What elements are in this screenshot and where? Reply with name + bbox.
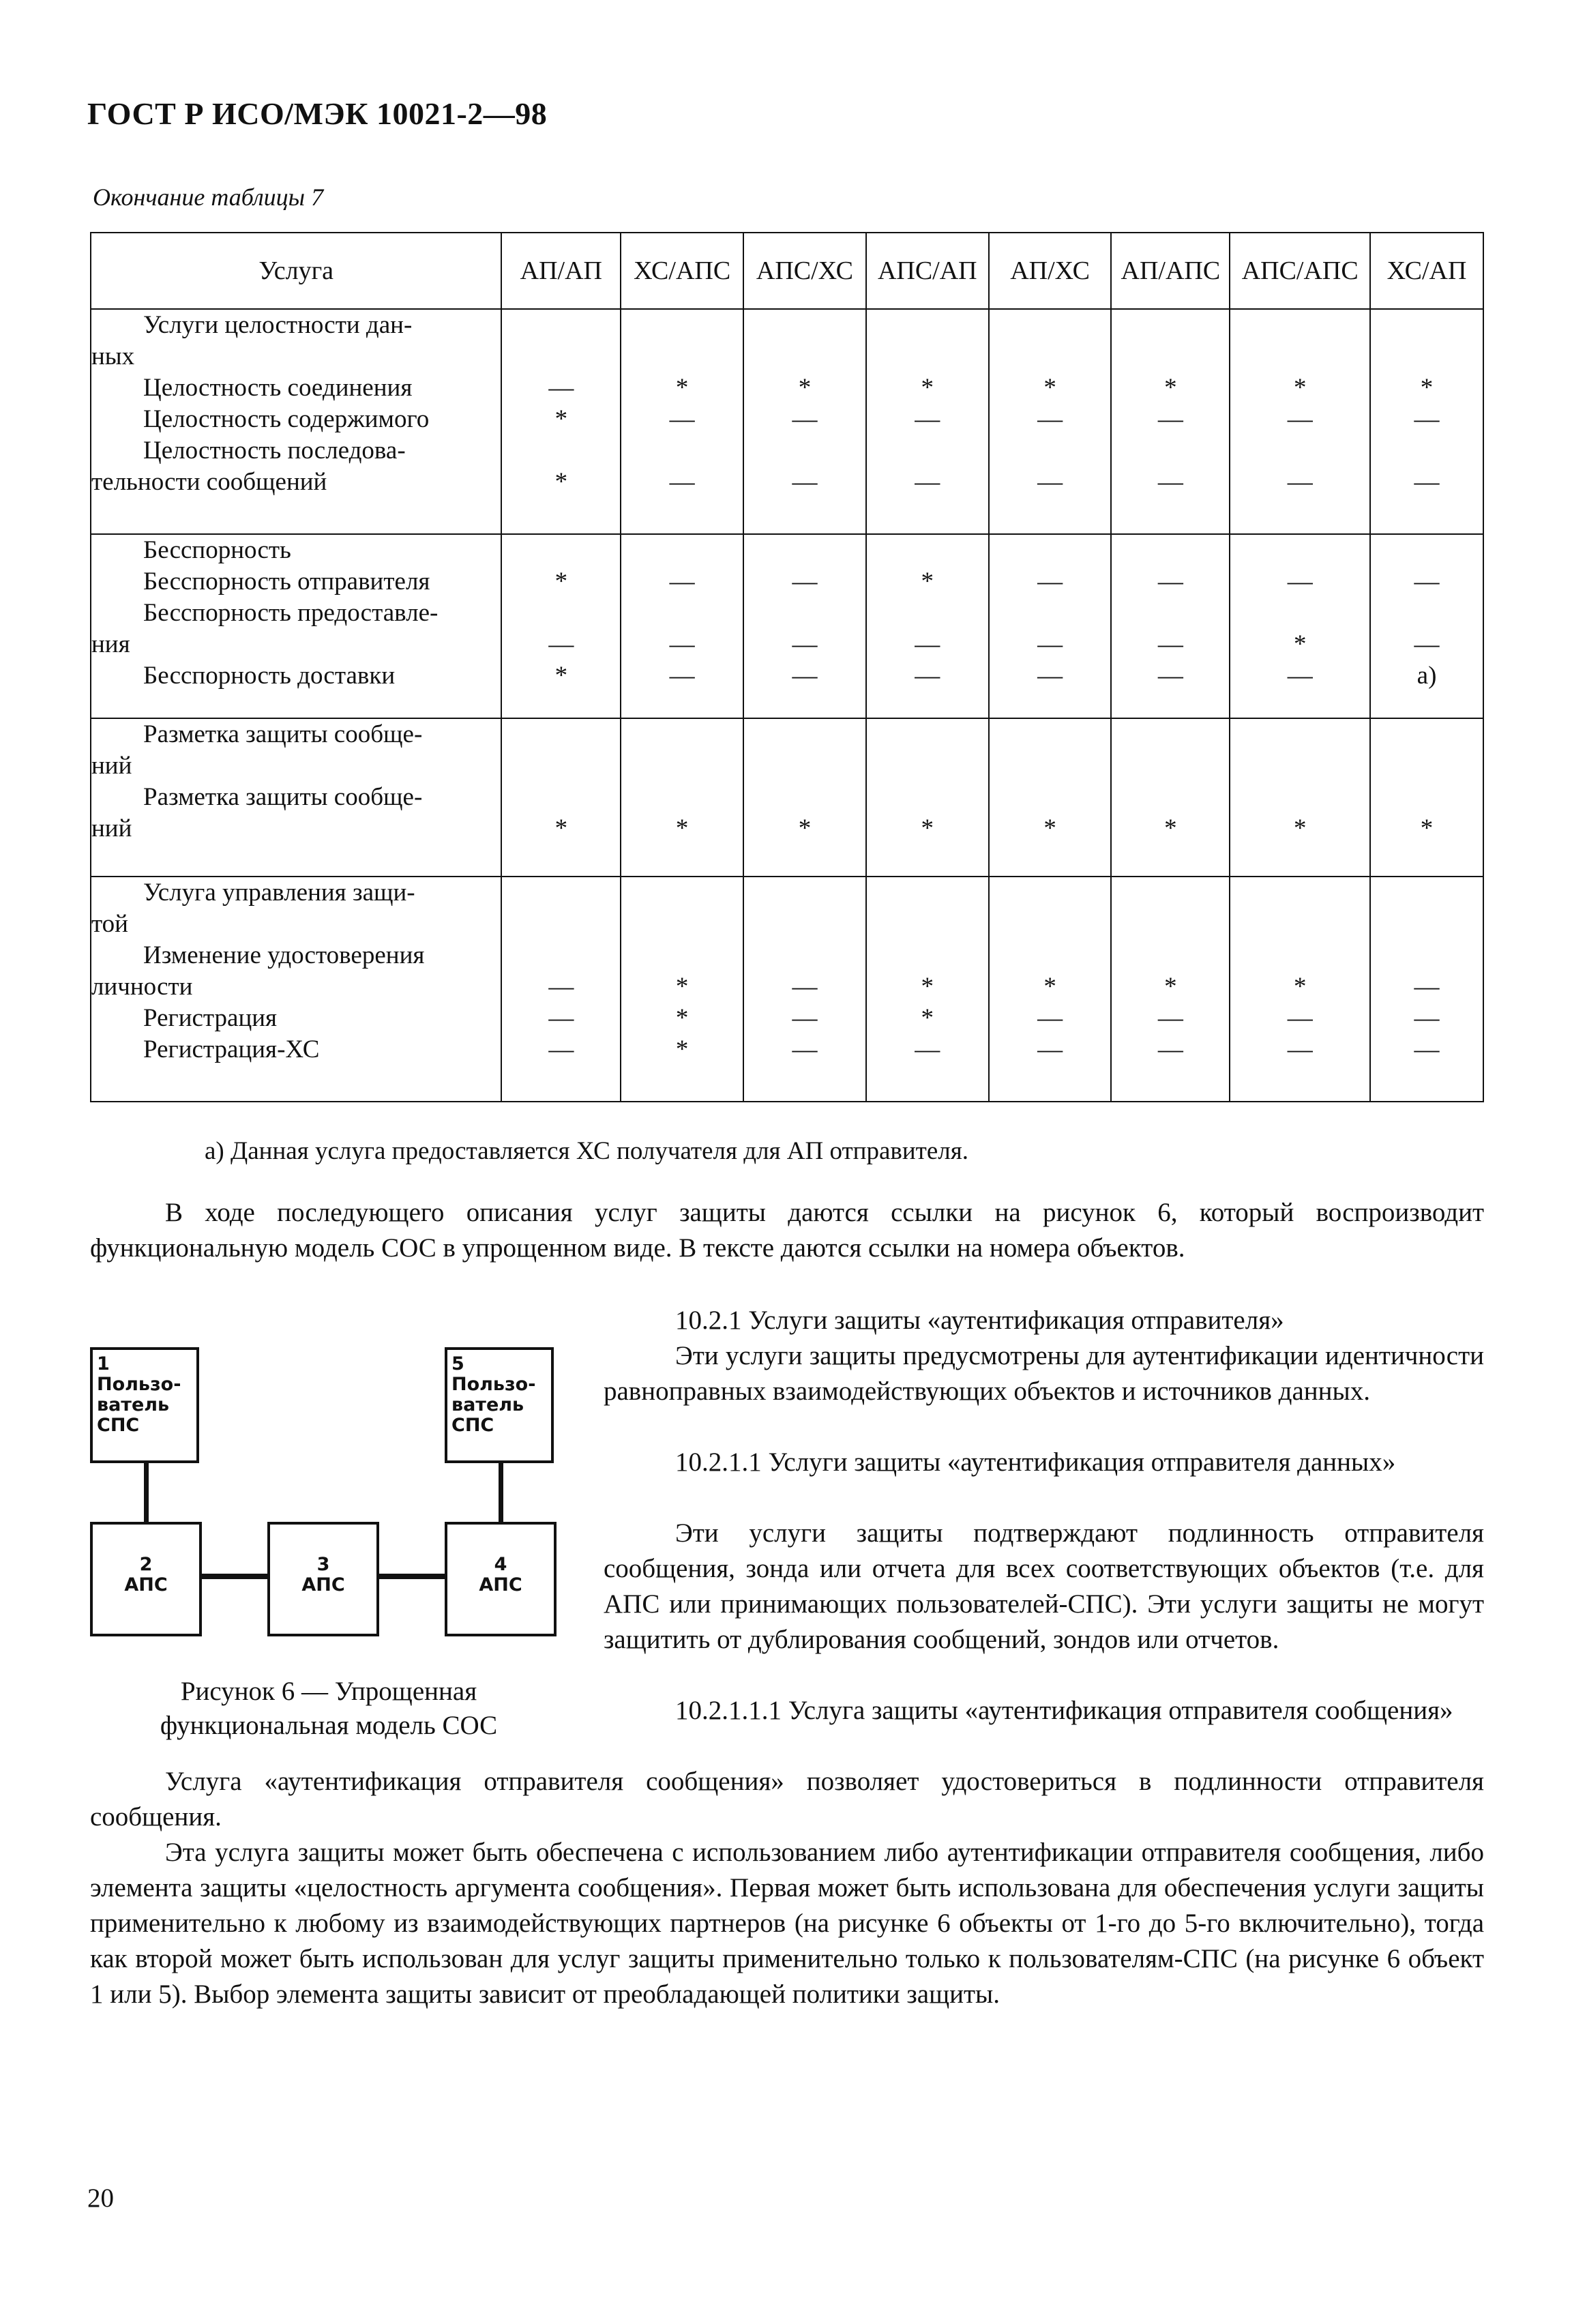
value-cell (621, 877, 743, 1102)
cell-mark: — (1414, 973, 1440, 1001)
cell-mark: — (1414, 405, 1440, 433)
cell-mark (621, 940, 743, 971)
cell-mark (1112, 750, 1229, 782)
cell-mark: — (669, 405, 695, 433)
col-header: АП/ХС (989, 233, 1112, 309)
cell-mark: — (1287, 405, 1313, 433)
box-label-line: Пользо- (451, 1374, 536, 1395)
table-footnote: а) Данная услуга предоставляется ХС получателя для АП отправителя. (205, 1137, 968, 1165)
cell-mark: — (1287, 568, 1313, 595)
value-cell (1230, 534, 1370, 718)
row-label (91, 534, 501, 718)
cell-mark (867, 909, 988, 940)
cell-mark: * (1043, 374, 1056, 402)
cell-mark: — (915, 405, 940, 433)
cell-mark (1230, 310, 1369, 341)
label-line: ний (91, 814, 132, 842)
cell-mark (867, 719, 988, 750)
paragraph-service-description: Услуга «аутентификация отправителя сообщения» позволяет удостовериться в подлинности отправителя сообщения. (90, 1767, 1484, 1832)
label-line: Разметка защиты сообще- (143, 720, 423, 748)
connector-line (202, 1574, 267, 1579)
cell-mark (867, 598, 988, 629)
cell-mark (1112, 719, 1229, 750)
cell-mark: * (921, 814, 934, 842)
cell-mark (990, 435, 1111, 467)
section-heading-10-2-1: 10.2.1 Услуги защиты «аутентификация отправителя» (675, 1306, 1284, 1335)
value-cell (1111, 877, 1230, 1102)
cell-mark (1371, 310, 1483, 341)
value-cell (621, 309, 743, 534)
value-cell (501, 877, 621, 1102)
label-line: Разметка защиты сообще- (143, 783, 423, 811)
cell-mark: — (1037, 1035, 1063, 1063)
value-cell (501, 309, 621, 534)
value-cell (1370, 877, 1483, 1102)
cell-mark (621, 535, 743, 566)
cell-mark (502, 750, 620, 782)
cell-mark (502, 310, 620, 341)
cell-mark (990, 598, 1111, 629)
label-line: Услуги целостности дан- (143, 311, 413, 339)
cell-mark: — (1037, 405, 1063, 433)
col-header: АП/АП (501, 233, 621, 309)
cell-mark: — (792, 973, 818, 1001)
label-line: Бесспорность предоставле- (143, 599, 439, 627)
label-line: Регистрация (143, 1004, 278, 1032)
label-line: Целостность соединения (143, 374, 413, 402)
table-header-row (91, 233, 1483, 309)
cell-mark (502, 877, 620, 909)
value-cell (866, 309, 989, 534)
cell-mark: — (548, 630, 574, 658)
connector-line (144, 1460, 149, 1522)
value-cell (1230, 309, 1370, 534)
cell-mark (990, 535, 1111, 566)
cell-mark (1112, 877, 1229, 909)
cell-mark: * (675, 1035, 689, 1063)
label-line: тельности сообщений (91, 468, 327, 496)
cell-mark (502, 719, 620, 750)
label-line: Целостность последова- (143, 437, 406, 465)
cell-mark (990, 341, 1111, 372)
section-heading-10-2-1-1: 10.2.1.1 Услуги защиты «аутентификация отправителя данных» (675, 1447, 1396, 1477)
cell-mark: — (1157, 1035, 1183, 1063)
col-header: ХС/АПС (621, 233, 743, 309)
cell-mark (1112, 940, 1229, 971)
label-line: Услуга управления защи- (143, 879, 415, 907)
box-number: 1 (97, 1353, 110, 1374)
figure-caption: Рисунок 6 — Упрощенная функциональная модель СОС (160, 1677, 498, 1740)
cell-mark (1230, 750, 1369, 782)
cell-mark: — (548, 1035, 574, 1063)
cell-mark (990, 782, 1111, 813)
value-cell (621, 718, 743, 877)
cell-mark (621, 782, 743, 813)
cell-mark (990, 940, 1111, 971)
value-cell (989, 534, 1112, 718)
value-cell (1370, 718, 1483, 877)
cell-mark (744, 310, 865, 341)
value-cell (743, 877, 866, 1102)
value-cell (501, 718, 621, 877)
cell-mark: * (921, 374, 934, 402)
cell-mark (1371, 877, 1483, 909)
cell-mark: — (1414, 468, 1440, 496)
value-cell (1370, 534, 1483, 718)
cell-mark (1112, 782, 1229, 813)
cell-mark: — (1157, 630, 1183, 658)
cell-mark (990, 750, 1111, 782)
cell-mark: — (915, 662, 940, 690)
object-4-mta-box (445, 1522, 557, 1636)
cell-mark (744, 750, 865, 782)
col-header: АПС/ХС (743, 233, 866, 309)
cell-mark: — (792, 568, 818, 595)
connector-line (499, 1460, 503, 1522)
object-2-mta-box (90, 1522, 202, 1636)
intro-paragraph: В ходе последующего описания услуг защиты даются ссылки на рисунок 6, который воспроизводит функциональную модель СОС в упрощенном виде. В тексте даются ссылки на номера объектов. (90, 1198, 1484, 1263)
row-label (91, 718, 501, 877)
cell-mark: * (798, 374, 812, 402)
cell-mark (744, 877, 865, 909)
cell-mark: — (792, 1004, 818, 1032)
cell-mark (502, 782, 620, 813)
cell-mark (1112, 435, 1229, 467)
table-row (91, 309, 1483, 534)
cell-mark (1230, 435, 1369, 467)
cell-mark (1230, 341, 1369, 372)
cell-mark (1230, 909, 1369, 940)
cell-mark: * (554, 468, 568, 496)
cell-mark (502, 535, 620, 566)
cell-mark: — (1414, 1004, 1440, 1032)
cell-mark (1112, 535, 1229, 566)
table-7 (90, 232, 1484, 1102)
cell-mark: * (554, 405, 568, 433)
cell-mark (621, 877, 743, 909)
cell-mark (1371, 341, 1483, 372)
cell-mark (744, 719, 865, 750)
cell-mark (867, 341, 988, 372)
box-number: 3 (316, 1554, 330, 1575)
cell-mark: — (1157, 568, 1183, 595)
cell-mark (1230, 782, 1369, 813)
label-line: ния (91, 630, 130, 658)
table-row (91, 718, 1483, 877)
cell-mark: * (1043, 814, 1056, 842)
box-number: 5 (451, 1353, 464, 1374)
col-header: АПС/АПС (1230, 233, 1370, 309)
cell-mark: * (921, 973, 934, 1001)
label-line: личности (91, 973, 193, 1001)
cell-mark (1230, 940, 1369, 971)
table-continuation-label: Окончание таблицы 7 (93, 183, 324, 211)
cell-mark (744, 435, 865, 467)
cell-mark (1371, 435, 1483, 467)
cell-mark (502, 435, 620, 467)
cell-mark: — (915, 630, 940, 658)
value-cell (866, 877, 989, 1102)
cell-mark: * (1293, 630, 1307, 658)
label-line: Изменение удостоверения (143, 941, 425, 969)
cell-mark (621, 435, 743, 467)
cell-mark: — (915, 1035, 940, 1063)
value-cell (989, 309, 1112, 534)
cell-mark: * (1043, 973, 1056, 1001)
cell-mark: — (1037, 468, 1063, 496)
cell-mark: — (792, 1035, 818, 1063)
label-line: ний (91, 752, 132, 780)
cell-mark: * (554, 568, 568, 595)
cell-mark (1371, 782, 1483, 813)
value-cell (743, 309, 866, 534)
connector-line (379, 1574, 445, 1579)
cell-mark (621, 598, 743, 629)
section-heading-10-2-1-1-1: 10.2.1.1.1 Услуга защиты «аутентификация отправителя сообщения» (675, 1696, 1453, 1725)
table-row (91, 534, 1483, 718)
cell-mark: — (669, 630, 695, 658)
cell-mark (502, 341, 620, 372)
box-number: 4 (494, 1554, 507, 1575)
cell-mark: — (1287, 468, 1313, 496)
cell-mark (744, 909, 865, 940)
label-line: Целостность содержимого (143, 405, 430, 433)
value-cell (1111, 718, 1230, 877)
cell-mark: * (554, 662, 568, 690)
col-header: АП/АПС (1111, 233, 1230, 309)
figure-6 (90, 1334, 567, 1647)
cell-mark (502, 598, 620, 629)
cell-mark: — (1287, 1004, 1313, 1032)
label-line: Регистрация-ХС (143, 1035, 320, 1063)
box-number: 2 (139, 1554, 153, 1575)
label-line: Бесспорность (143, 536, 291, 564)
section-text-10-2-1: Эти услуги защиты предусмотрены для аутентификации идентичности равноправных взаимодействующих объектов и источников данных. (604, 1341, 1484, 1406)
section-text-10-2-1-1: Эти услуги защиты подтверждают подлинность отправителя сообщения, зонда или отчета для всех соответствующих объектов (т.е. для АПС или принимающих пользователей-СПС). Эти услуги защиты не могут защитить от дублирования сообщений, зондов или отчетов. (604, 1518, 1484, 1654)
cell-mark (1371, 940, 1483, 971)
cell-mark (1371, 750, 1483, 782)
value-cell (866, 534, 989, 718)
cell-mark: — (1157, 405, 1183, 433)
cell-mark: — (1287, 1035, 1313, 1063)
cell-mark: * (1420, 814, 1434, 842)
col-header-service: Услуга (91, 233, 501, 309)
cell-mark: * (1293, 374, 1307, 402)
cell-mark: — (669, 662, 695, 690)
cell-mark: * (675, 973, 689, 1001)
cell-mark: — (915, 468, 940, 496)
cell-mark (990, 310, 1111, 341)
cell-mark (1371, 719, 1483, 750)
box-label-line: СПС (97, 1415, 140, 1436)
cell-mark: * (1293, 973, 1307, 1001)
page-number: 20 (87, 2183, 114, 2213)
cell-mark (1230, 877, 1369, 909)
cell-mark (1371, 535, 1483, 566)
document-header: ГОСТ Р ИСО/МЭК 10021-2—98 (87, 96, 548, 131)
cell-mark: — (792, 662, 818, 690)
cell-mark: — (669, 468, 695, 496)
box-label-line: СПС (451, 1415, 494, 1436)
cell-mark: — (1157, 662, 1183, 690)
value-cell (989, 718, 1112, 877)
label-line: той (91, 910, 128, 938)
cell-mark (621, 909, 743, 940)
cell-mark (744, 598, 865, 629)
cell-mark: — (792, 405, 818, 433)
value-cell (1370, 309, 1483, 534)
cell-mark (867, 877, 988, 909)
cell-mark: * (1164, 374, 1177, 402)
cell-mark: — (1037, 1004, 1063, 1032)
cell-mark: * (1164, 973, 1177, 1001)
cell-mark (867, 750, 988, 782)
cell-mark (502, 909, 620, 940)
box-label-line: Пользо- (97, 1374, 181, 1395)
label-line: Бесспорность доставки (143, 662, 396, 690)
cell-mark: * (675, 1004, 689, 1032)
value-cell (501, 534, 621, 718)
cell-mark: — (1157, 468, 1183, 496)
cell-mark (1230, 598, 1369, 629)
cell-mark (744, 940, 865, 971)
value-cell (1111, 534, 1230, 718)
paragraph-security-element: Эта услуга защиты может быть обеспечена с использованием либо аутентификации отправителя сообщения, либо элемента защиты «целостность аргумента сообщения». Первая может быть использована для обеспечения услуги защиты применительно к любому из взаимодействующих партнеров (на рисунке 6 объекты от 1-го до 5-го включительно), тогда как второй может быть использован для услуг защиты применительно только к пользователям-СПС (на рисунке 6 объект 1 или 5). Выбор элемента защиты зависит от преобладающей политики защиты. (90, 1838, 1484, 2009)
cell-mark: * (921, 568, 934, 595)
value-cell (1230, 718, 1370, 877)
cell-mark: — (1287, 662, 1313, 690)
box-label-line: ватель (97, 1394, 170, 1415)
cell-mark: * (1293, 814, 1307, 842)
cell-mark: — (1037, 568, 1063, 595)
cell-mark: — (1414, 1035, 1440, 1063)
col-header: ХС/АП (1370, 233, 1483, 309)
cell-mark (1230, 719, 1369, 750)
cell-mark (1112, 909, 1229, 940)
cell-mark (744, 535, 865, 566)
cell-mark (867, 535, 988, 566)
value-cell (989, 877, 1112, 1102)
cell-mark: — (548, 374, 574, 402)
box-label: АПС (479, 1574, 522, 1595)
cell-mark: * (798, 814, 812, 842)
cell-mark (867, 435, 988, 467)
object-3-mta-box (267, 1522, 379, 1636)
box-label: АПС (124, 1574, 168, 1595)
cell-mark: * (675, 814, 689, 842)
cell-mark (990, 909, 1111, 940)
cell-mark (1230, 535, 1369, 566)
cell-mark (1112, 310, 1229, 341)
value-cell (743, 534, 866, 718)
cell-mark: * (921, 1004, 934, 1032)
cell-mark (744, 341, 865, 372)
cell-mark (744, 782, 865, 813)
cell-mark: — (1037, 662, 1063, 690)
cell-mark: — (792, 468, 818, 496)
col-header: АПС/АП (866, 233, 989, 309)
cell-mark: — (1157, 1004, 1183, 1032)
cell-mark (621, 341, 743, 372)
row-label (91, 309, 501, 534)
value-cell (621, 534, 743, 718)
cell-mark: — (1414, 568, 1440, 595)
cell-mark (621, 719, 743, 750)
cell-mark (621, 750, 743, 782)
cell-mark: * (1164, 814, 1177, 842)
cell-mark: — (1414, 630, 1440, 658)
cell-mark: — (548, 1004, 574, 1032)
object-5-user-box (445, 1347, 554, 1463)
cell-mark (990, 719, 1111, 750)
cell-mark (1371, 598, 1483, 629)
cell-mark (990, 877, 1111, 909)
label-line: ных (91, 342, 135, 370)
cell-mark (867, 940, 988, 971)
cell-mark: * (1420, 374, 1434, 402)
cell-mark (867, 310, 988, 341)
cell-mark: а) (1417, 662, 1437, 690)
label-line: Бесспорность отправителя (143, 568, 430, 595)
box-label-line: ватель (451, 1394, 524, 1415)
cell-mark (1112, 341, 1229, 372)
box-label: АПС (301, 1574, 345, 1595)
cell-mark (1112, 598, 1229, 629)
object-1-user-box (90, 1347, 199, 1463)
value-cell (1111, 309, 1230, 534)
cell-mark (621, 310, 743, 341)
value-cell (1230, 877, 1370, 1102)
cell-mark: — (669, 568, 695, 595)
row-label (91, 877, 501, 1102)
cell-mark (502, 940, 620, 971)
value-cell (866, 718, 989, 877)
cell-mark: — (548, 973, 574, 1001)
cell-mark: * (554, 814, 568, 842)
cell-mark: — (792, 630, 818, 658)
value-cell (743, 718, 866, 877)
cell-mark: * (675, 374, 689, 402)
cell-mark (1371, 909, 1483, 940)
table-row (91, 877, 1483, 1102)
cell-mark: — (1037, 630, 1063, 658)
cell-mark (867, 782, 988, 813)
